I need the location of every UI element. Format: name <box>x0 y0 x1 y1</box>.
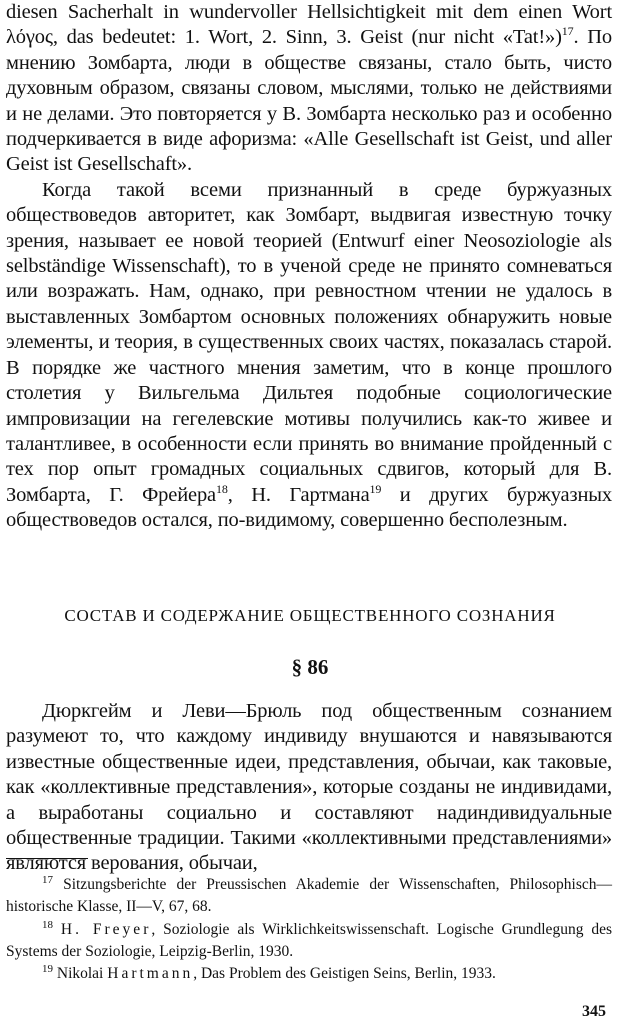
footnote-19: $^{19}$ Nikolai Hartmann, Das Problem des Geistigen Seins, Berlin, 1933. <box>42 963 496 983</box>
paragraph-2: Когда такой всеми признанный в среде буржуазных обществоведов авторитет, как Зомбарт, выдвигая известную точку зрения, называет ее новой теорией (Entwurf einer Neosoziologie als selbständige Wissenschaft), то в ученой среде не принято сомневаться или возражать. Нам, однако, при ревностном чтении не удалось в выставленных Зомбартом основных положениях обнаружить новые элементы, и теория, в существенных своих частях, показалась старой. В порядке же частного мнения заметим, что в конце прошлого столетия у Вильгельма Дильтея подобные социологические импровизации на гегелевские мотивы получились как-то живее и талантливее, в особенности если принять во внимание пройденный с тех пор опыт громадных социальных сдвигов, который для В. Зомбарта, Г. Фрейера$^{18}$, Н. Гартмана$^{19}$ и других буржуазных обществоведов остался, по-видимому, совершенно бесполезным. <box>6 178 613 532</box>
body-text-bottom <box>6 699 612 877</box>
paragraph-3: Дюркгейм и Леви—Брюль под общественным сознанием разумеют то, что каждому индивиду внушаются и навязываются известные общественные идеи, представления, обычаи, как таковые, как «коллективные представления», которые созданы не индивидами, а выработаны социально и составляют надиндивидуальные общественные традиции. Такими «коллективными представлениями» являются верования, обычаи, <box>6 700 612 875</box>
body-text-top <box>6 0 612 534</box>
paragraph-1: diesen Sacherhalt in wundervoller Hellsichtigkeit mit dem einen Wort λόγος, das bedeutet: 1. Wort, 2. Sinn, 3. Geist (nur nicht «Tat!»)$^{17}$. По мнению Зомбарта, люди в обществе связаны, стало быть, чисто духовным образом, связаны словом, мыслями, только не действиями и не делами. Это повторяется у В. Зомбарта несколько раз и особенно подчеркивается в виде афоризма: «Alle Gesellschaft ist Geist, und aller Geist ist Gesellschaft». <box>6 1 612 176</box>
footnote-18: $^{18}$ H. Freyer, Soziologie als Wirklichkeitswissenschaft. Logische Grundlegung des Systems der Soziologie, Leipzig-Berlin, 1930. <box>6 918 613 960</box>
section-number: § 86 <box>291 655 329 679</box>
footnote-separator <box>6 858 88 859</box>
chapter-heading: СОСТАВ И СОДЕРЖАНИЕ ОБЩЕСТВЕННОГО СОЗНАНИЯ <box>64 606 556 625</box>
footnote-ref-19[interactable]: 19 <box>369 481 382 496</box>
footnotes <box>6 874 612 985</box>
footnote-ref-17[interactable]: 17 <box>561 24 574 39</box>
page-number: 345 <box>582 1003 606 1020</box>
footnote-17: $^{17}$ Sitzungsberichte der Preussischen Akademie der Wissenschaften, Philosophisch—historische Klasse, II—V, 67, 68. <box>6 873 613 916</box>
footnote-ref-18[interactable]: 18 <box>216 481 228 496</box>
